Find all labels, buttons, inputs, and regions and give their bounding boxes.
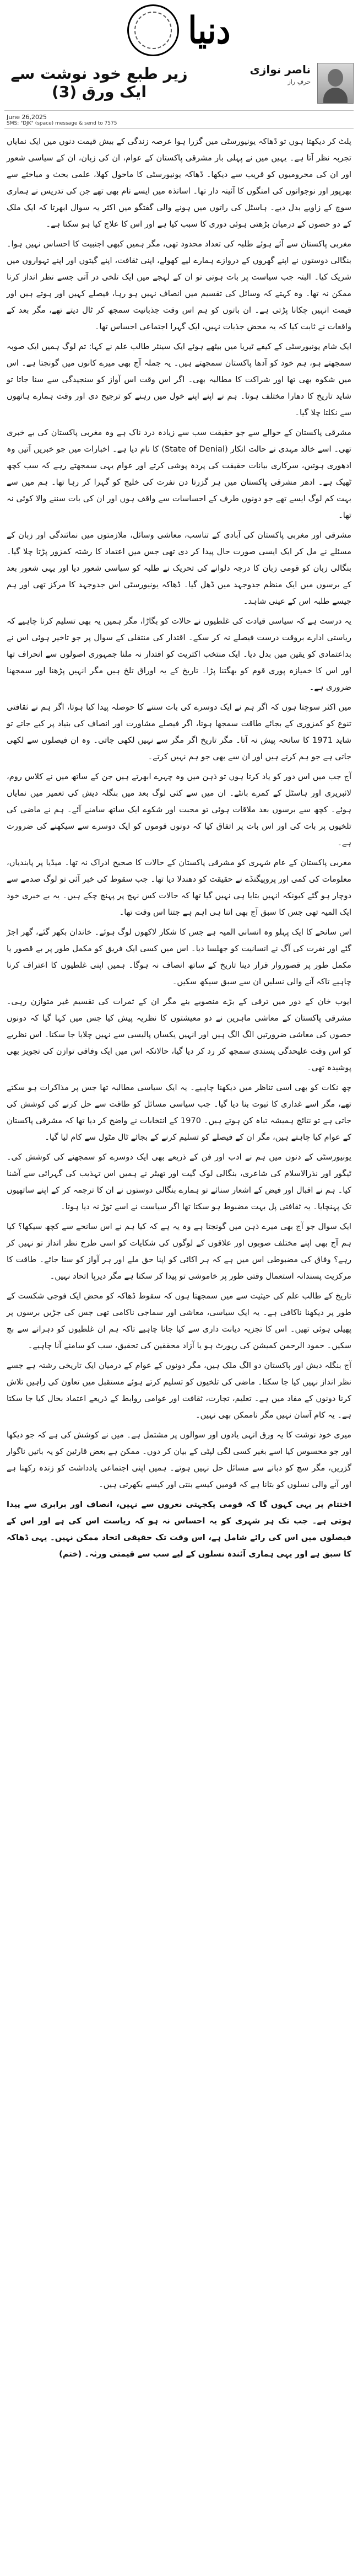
paragraph: چھ نکات کو بھی اسی تناظر میں دیکھنا چاہیے۔ یہ ایک سیاسی مطالبہ تھا جس پر مذاکرات ہو سکتے تھے، مگر اسے غداری کا ثبوت بنا دیا گیا۔ جب سیاسی مسائل کو طاقت سے حل کرنے کی کوشش کی جاتی ہے تو نتائج ہمیشہ تباہ کن ہوتے ہیں۔ 1970 کے انتخابات نے واضح کر دیا تھا کہ مشرقی پاکستان کے عوام کیا چاہتے ہیں، مگر ان کے فیصلے کو تسلیم کرنے کے بجائے ٹال مٹول سے کام لیا گیا۔ — [7, 1083, 351, 1142]
author-photo — [317, 63, 354, 104]
byline — [4, 63, 354, 110]
meta-strip — [4, 110, 354, 129]
paragraph: پلٹ کر دیکھتا ہوں تو ڈھاکہ یونیورسٹی میں گزرا ہوا عرصہ زندگی کے بیش قیمت دنوں میں ایک نمایاں تجربہ نظر آتا ہے۔ یہیں میں نے پہلی بار مشرقی پاکستان کے عوام، ان کی زبان، ان کے سیاسی شعور اور ان کی محرومیوں کو قریب سے دیکھا۔ ڈھاکہ یونیورسٹی کا ماحول کھلا، علمی بحث و مباحثے سے بھرپور اور نوجوانوں کی امنگوں کا آئینہ دار تھا۔ اساتذہ میں ایسے نام بھی تھے جن کی تدریس نے ہماری سوچ کے زاویے بدل دیے۔ ہاسٹل کی راتوں میں ہونے والی گفتگو میں اکثر یہ سوال ابھرتا کہ ایک ملک کے دو حصوں کے درمیان بڑھتی ہوئی دوری کا سبب کیا ہے اور اس کا علاج کیا ہو سکتا ہے۔ — [7, 137, 351, 229]
paragraph: مغربی پاکستان کے عام شہری کو مشرقی پاکستان کے حالات کا صحیح ادراک نہ تھا۔ میڈیا پر پابندیاں، معلومات کی کمی اور پروپیگنڈے نے حقیقت کو دھندلا دیا تھا۔ جب سقوط کی خبر آئی تو لوگ صدمے سے دوچار ہو گئے کیونکہ انہیں بتایا ہی نہیں گیا تھا کہ حالات کس نہج پر پہنچ چکے ہیں۔ یہ بے خبری خود ایک المیہ تھی جس کا سبق آج بھی اتنا ہی اہم ہے جتنا اس وقت تھا۔ — [7, 858, 351, 917]
paragraph: ایک شام یونیورسٹی کے کیفے ٹیریا میں بیٹھے ہوئے ایک سینئر طالب علم نے کہا: تم لوگ ہمیں ایک صوبہ سمجھتے ہو، ہم خود کو آدھا پاکستان سمجھتے ہیں۔ یہ جملہ آج بھی میرے کانوں میں گونجتا ہے۔ اس میں شکوہ بھی تھا اور شراکت کا مطالبہ بھی۔ اگر اس وقت اس آواز کو سنجیدگی سے سنا جاتا تو شاید تاریخ کا دھارا مختلف ہوتا۔ ہم نے اپنے اپنے خول میں رہنے کو ترجیح دی اور وقت ہمارے ہاتھوں سے نکلتا چلا گیا۔ — [7, 342, 351, 417]
paragraph: یونیورسٹی کے دنوں میں ہم نے ادب اور فن کے ذریعے بھی ایک دوسرے کو سمجھنے کی کوشش کی۔ ٹیگور اور نذرالاسلام کی شاعری، بنگالی لوک گیت اور تھیٹر نے ہمیں اس تہذیب کی گہرائی سے آشنا کیا۔ ہم نے اقبال اور فیض کے اشعار سنائے تو ہمارے بنگالی دوستوں نے ان کا ترجمہ کر کے اپنے ساتھیوں تک پہنچایا۔ یہ ثقافتی پل بہت مضبوط ہو سکتا تھا اگر سیاست نے اسے توڑ نہ دیا ہوتا۔ — [7, 1152, 351, 1211]
newspaper-logo — [127, 4, 230, 56]
paragraph: ایوب خان کے دور میں ترقی کے بڑے منصوبے بنے مگر ان کے ثمرات کی تقسیم غیر متوازن رہی۔ مشرقی پاکستان کے معاشی ماہرین نے دو معیشتوں کا نظریہ پیش کیا جس میں کہا گیا کہ دونوں حصوں کی معاشی ضرورتیں الگ الگ ہیں اور انہیں یکساں پالیسی سے نہیں چلایا جا سکتا۔ اس نظریے کو اس وقت علیحدگی پسندی سمجھ کر رد کر دیا گیا، حالانکہ اس میں ایک وفاقی توازن کی تجویز بھی پوشیدہ تھی۔ — [7, 997, 351, 1072]
paragraph: میں اکثر سوچتا ہوں کہ اگر ہم نے ایک دوسرے کی بات سننے کا حوصلہ پیدا کیا ہوتا، اگر ہم نے ثقافتی تنوع کو کمزوری کے بجائے طاقت سمجھا ہوتا، اگر فیصلے مشاورت اور انصاف کی بنیاد پر کیے جاتے تو شاید 1971 کا سانحہ پیش نہ آتا۔ مگر تاریخ اگر مگر سے نہیں لکھی جاتی۔ وہ ان فیصلوں سے لکھی جاتی ہے جو ہم کرتے ہیں اور ان سے بھی جو ہم نہیں کرتے۔ — [7, 702, 351, 761]
paragraph: مشرقی اور مغربی پاکستان کی آبادی کے تناسب، معاشی وسائل، ملازمتوں میں نمائندگی اور زبان کے مسئلے نے مل کر ایک ایسی صورت حال پیدا کر دی تھی جس میں اعتماد کا رشتہ کمزور پڑتا چلا گیا۔ بنگالی زبان کو قومی زبان کا درجہ دلوانے کی تحریک نے طلبہ کو سیاسی شعور دیا اور یہی شعور بعد کے برسوں میں ایک منظم جدوجہد میں ڈھل گیا۔ ڈھاکہ یونیورسٹی اس جدوجہد کا مرکز تھی اور ہم جیسے طلبہ اس کے عینی شاہد۔ — [7, 530, 351, 606]
paragraph: ایک سوال جو آج بھی میرے ذہن میں گونجتا ہے وہ یہ ہے کہ کیا ہم نے اس سانحے سے کچھ سیکھا؟ کیا ہم آج بھی اپنے مختلف صوبوں اور علاقوں کے لوگوں کی شکایات کو اسی طرح نظر انداز تو نہیں کر رہے؟ وفاق کی مضبوطی اس میں ہے کہ ہر اکائی کو اپنا حق ملے اور ہر آواز کو سنا جائے۔ طاقت کا مرکزیت پسندانہ استعمال وقتی طور پر خاموشی تو پیدا کر سکتا ہے مگر دیرپا اتحاد نہیں۔ — [7, 1222, 351, 1281]
logo-wordmark: دنیا — [188, 8, 231, 52]
paragraph: میری خود نوشت کا یہ ورق انہی یادوں اور سوالوں پر مشتمل ہے۔ میں نے کوشش کی ہے کہ جو دیکھا اور جو محسوس کیا اسے بغیر کسی لگی لپٹی کے بیان کر دوں۔ ممکن ہے بعض قارئین کو یہ باتیں ناگوار گزریں، مگر سچ کو دبانے سے مسائل حل نہیں ہوتے۔ ہمیں اپنی اجتماعی یادداشت کو زندہ رکھنا ہے اور آنے والی نسلوں کو بتانا ہے کہ قومیں کیسے بنتی اور کیسے بکھرتی ہیں۔ — [7, 1430, 351, 1489]
paragraph: مشرقی پاکستان کے حوالے سے جو حقیقت سب سے زیادہ درد ناک ہے وہ مغربی پاکستان کی بے خبری تھی۔ اسے خالد مہدی نے حالت انکار (State of Denial) کا نام دیا ہے۔ اخبارات میں جو خبریں آتیں وہ ادھوری ہوتیں، سرکاری بیانات حقیقت کی پردہ پوشی کرتے اور عوام یہی سمجھتے رہے کہ سب کچھ ٹھیک ہے۔ ادھر مشرقی پاکستان میں ہر گزرتا دن نفرت کی خلیج کو گہرا کر رہا تھا۔ ہم میں سے بہت کم لوگ ایسے تھے جو دونوں طرف کے احساسات سے واقف ہوں اور ان کی بات سننے والا کوئی نہ تھا۔ — [7, 428, 351, 520]
logo-seal-icon — [127, 4, 179, 56]
author-block — [200, 63, 311, 85]
author-name: ناصر نوازی — [249, 63, 311, 76]
masthead — [0, 0, 358, 61]
paragraph: آج بنگلہ دیش اور پاکستان دو الگ ملک ہیں، مگر دونوں کے عوام کے درمیان ایک تاریخی رشتہ ہے جسے نظر انداز نہیں کیا جا سکتا۔ ماضی کی تلخیوں کو تسلیم کرتے ہوئے مستقبل میں تعاون کی راہیں تلاش کرنا دونوں کے مفاد میں ہے۔ تعلیم، تجارت، ثقافت اور عوامی روابط کے ذریعے اعتماد بحال کیا جا سکتا ہے۔ یہ کام آسان نہیں مگر ناممکن بھی نہیں۔ — [7, 1361, 351, 1420]
paragraph: تاریخ کے طالب علم کی حیثیت سے میں سمجھتا ہوں کہ سقوط ڈھاکہ کو محض ایک فوجی شکست کے طور پر دیکھنا ناکافی ہے۔ یہ ایک سیاسی، معاشی اور سماجی ناکامی تھی جس کی جڑیں برسوں پر پھیلی ہوئی تھیں۔ اس کا تجزیہ دیانت داری سے کیا جانا چاہیے تاکہ ہم ان غلطیوں کو دہرانے سے بچ سکیں۔ حمود الرحمن کمیشن کی رپورٹ ہو یا آزاد محققین کی تحقیق، سب کو سامنے آنا چاہیے۔ — [7, 1291, 351, 1350]
sms-line: SMS: "DJK" (space) message & send to 7575 — [7, 120, 117, 126]
publish-date: June 26,2025 — [7, 113, 47, 121]
paragraph: یہ درست ہے کہ سیاسی قیادت کی غلطیوں نے حالات کو بگاڑا، مگر ہمیں یہ بھی تسلیم کرنا چاہیے کہ ریاستی ادارے بروقت درست فیصلے نہ کر سکے۔ اقتدار کی منتقلی کے سوال پر جو تاخیر ہوئی اس نے بداعتمادی کو یقین میں بدل دیا۔ ایک منتخب اکثریت کو اقتدار نہ ملنا جمہوری اصولوں سے انحراف تھا اور اس کا خمیازہ پوری قوم کو بھگتنا پڑا۔ تاریخ کے یہ اوراق تلخ ہیں مگر انہیں پڑھنا اور سمجھنا ضروری ہے۔ — [7, 616, 351, 692]
article-headline: زیر طبع خود نوشت سے ایک ورق (3) — [10, 65, 188, 101]
article-body — [7, 133, 351, 1566]
paragraph-closing: اختتام پر یہی کہوں گا کہ قومی یکجہتی نعروں سے نہیں، انصاف اور برابری سے پیدا ہوتی ہے۔ جب تک ہر شہری کو یہ احساس نہ ہو کہ ریاست اس کی ہے اور اس کے فیصلوں میں اس کی رائے شامل ہے، اس وقت تک حقیقی اتحاد ممکن نہیں۔ یہی ڈھاکہ کا سبق ہے اور یہی ہماری آئندہ نسلوں کے لیے سب سے قیمتی ورثہ۔ (ختم) — [7, 1500, 351, 1559]
author-column-title: حرفِ راز — [288, 78, 311, 85]
headline-block — [4, 63, 194, 103]
paragraph: مغربی پاکستان سے آئے ہوئے طلبہ کی تعداد محدود تھی، مگر ہمیں کبھی اجنبیت کا احساس نہیں ہوا۔ بنگالی دوستوں نے اپنے گھروں کے دروازے ہمارے لیے کھولے، اپنی ثقافت، اپنے گیتوں اور اپنے تہواروں میں شریک کیا۔ البتہ جب سیاست پر بات ہوتی تو ان کے لہجے میں ایک تلخی در آتی جسے نظر انداز کرنا ممکن نہ تھا۔ وہ کہتے کہ وسائل کی تقسیم میں انصاف نہیں ہو رہا، فیصلے کہیں اور ہوتے ہیں اور قیمت انہیں چکانا پڑتی ہے۔ ان باتوں کو ہم اس وقت جذباتیت سمجھ کر ٹال دیتے تھے، مگر بعد کے واقعات نے ثابت کیا کہ یہ محض جذبات نہیں، ایک گہرا اجتماعی احساس تھا۔ — [7, 239, 351, 331]
paragraph: اس سانحے کا ایک پہلو وہ انسانی المیہ ہے جس کا شکار لاکھوں لوگ ہوئے۔ خاندان بکھر گئے، گھر اجڑ گئے اور نفرت کی آگ نے انسانیت کو جھلسا دیا۔ اس میں کسی ایک فریق کو مکمل طور پر بے قصور یا مکمل طور پر قصوروار قرار دینا تاریخ کے ساتھ انصاف نہ ہوگا۔ ہمیں اپنی غلطیوں کا اعتراف کرنا چاہیے تاکہ آنے والی نسلیں ان سے سبق سیکھ سکیں۔ — [7, 927, 351, 986]
paragraph: آج جب میں اس دور کو یاد کرتا ہوں تو ذہن میں وہ چہرے ابھرتے ہیں جن کے ساتھ میں نے کلاس روم، لائبریری اور ہاسٹل کے کمرے بانٹے۔ ان میں سے کئی لوگ بعد میں بنگلہ دیش کی تعمیر میں نمایاں ہوئے۔ کچھ سے برسوں بعد ملاقات ہوئی تو محبت اور شکوے ایک ساتھ سامنے آئے۔ ہم نے ماضی کی تلخیوں پر بات کی اور اس بات پر اتفاق کیا کہ دونوں قوموں کو ایک دوسرے سے سیکھنے کی ضرورت ہے۔ — [7, 772, 351, 847]
